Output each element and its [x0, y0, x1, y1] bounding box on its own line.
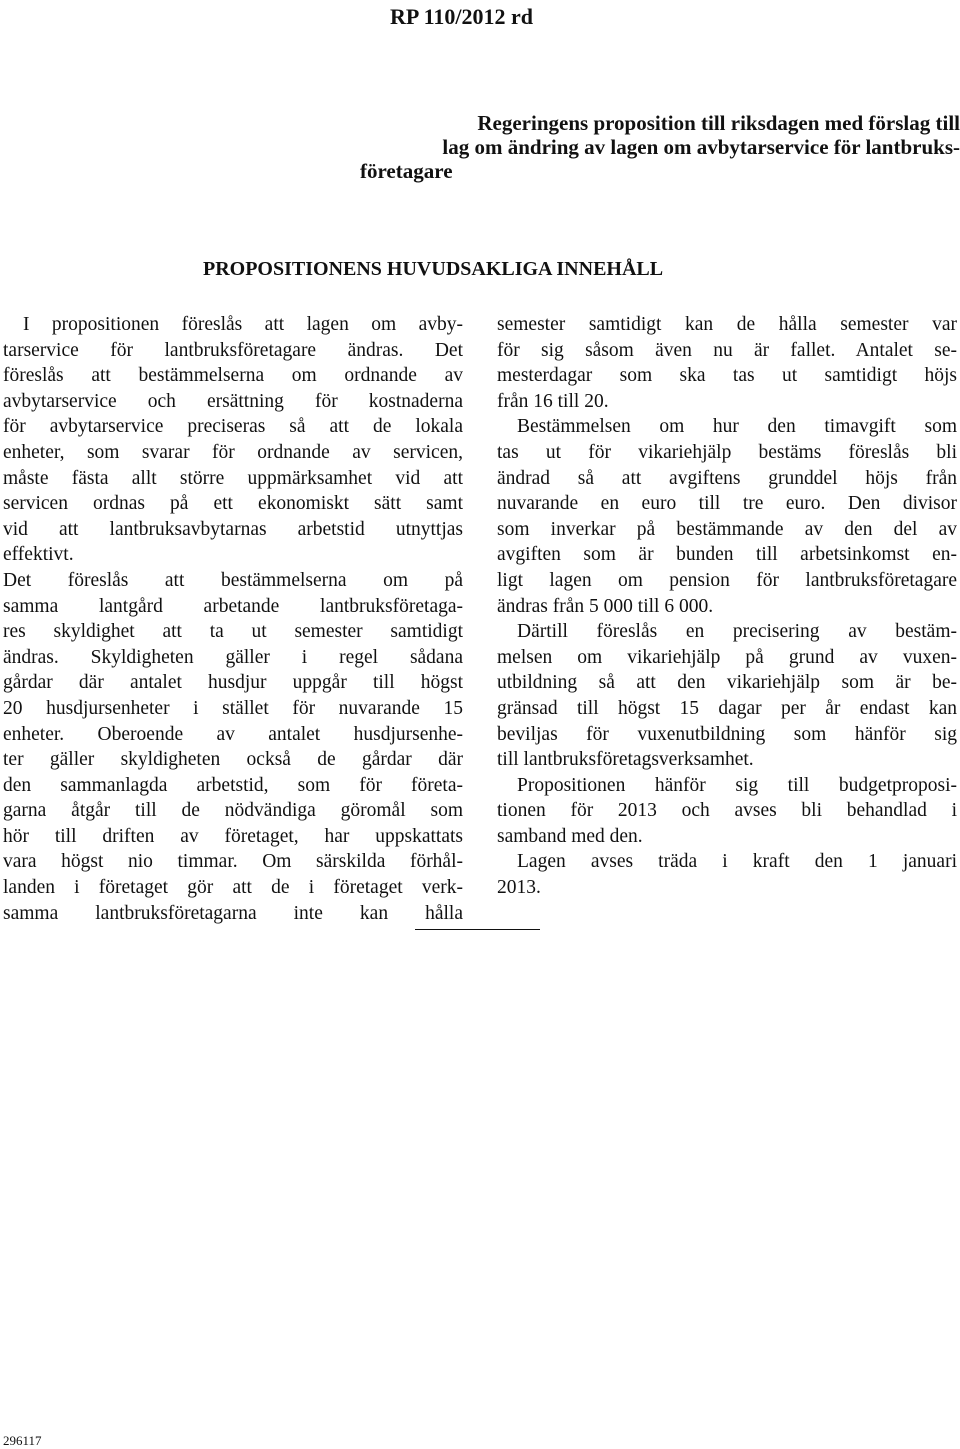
text-line: ändras från 5 000 till 6 000.	[497, 595, 714, 617]
text-line: som inverkar på bestämmande av den del av	[497, 518, 957, 540]
title-line: Regeringens proposition till riksdagen med förslag till	[477, 111, 960, 135]
text-line: Därtill föreslås en precisering av bestäm-	[517, 621, 957, 643]
text-line: avgiften som är bunden till arbetsinkomst en-	[497, 544, 957, 566]
end-rule	[415, 929, 540, 930]
text-line: ändras. Skyldigheten gäller i regel sådana	[3, 646, 463, 668]
title-line: företagare	[360, 159, 453, 183]
text-line: samma lantbruksföretagarna inte kan hålla	[3, 902, 463, 924]
text-line: vid att lantbruksavbytarnas arbetstid utnyttjas	[3, 518, 463, 540]
text-line: beviljas för vuxenutbildning som hänför sig	[497, 723, 957, 745]
text-line: Lagen avses träda i kraft den 1 januari	[517, 851, 957, 873]
text-line: garna åtgår till de nödvändiga göromål som	[3, 800, 463, 822]
text-line: vara högst nio timmar. Om särskilda förhål-	[3, 851, 463, 873]
text-line: enheter. Oberoende av antalet husdjursenhe-	[3, 723, 463, 745]
text-line: samband med den.	[497, 825, 643, 847]
text-line: måste fästa allt större uppmärksamhet vid att	[3, 467, 463, 489]
text-line: semester samtidigt kan de hålla semester var	[497, 314, 957, 335]
text-line: res skyldighet att ta ut semester samtidigt	[3, 621, 463, 643]
text-line: Propositionen hänför sig till budgetproposi-	[517, 774, 957, 796]
page-number: 296117	[3, 1433, 42, 1448]
text-line: mesterdagar som ska tas ut samtidigt höjs	[497, 365, 957, 387]
text-line: hör till driften av företaget, har uppskattats	[3, 825, 463, 847]
text-line: ter gäller skyldigheten också de gårdar där	[3, 749, 463, 771]
right-text-column	[497, 312, 957, 901]
text-line: 2013.	[497, 877, 541, 899]
text-line: till lantbruksföretagsverksamhet.	[497, 749, 754, 771]
text-line: gårdar där antalet husdjur uppgår till högst	[3, 672, 463, 694]
title-line: lag om ändring av lagen om avbytarservice för lantbruks-	[442, 135, 960, 159]
text-line: tarservice för lantbruksföretagare ändras. Det	[3, 339, 463, 361]
text-line: utbildning så att den vikariehjälp som är be-	[497, 672, 957, 694]
text-line: avbytarservice och ersättning för kostnaderna	[3, 390, 463, 412]
text-line: nuvarande en euro till tre euro. Den divisor	[497, 493, 957, 515]
text-line: föreslås att bestämmelserna om ordnande av	[3, 365, 463, 387]
proposition-title	[360, 111, 960, 183]
text-line: för avbytarservice preciseras så att de lokala	[3, 416, 463, 438]
text-line: 20 husdjursenheter i stället för nuvarande 15	[3, 697, 463, 719]
text-line: melsen om vikariehjälp på grund av vuxen-	[497, 646, 957, 668]
text-line: samma lantgård arbetande lantbruksföretaga-	[3, 595, 463, 617]
document-id: RP 110/2012 rd	[390, 4, 534, 29]
text-line: I propositionen föreslås att lagen om avby-	[23, 314, 463, 335]
left-text-column	[3, 312, 463, 926]
text-line: tas ut för vikariehjälp bestäms föreslås bli	[497, 441, 957, 463]
section-heading: PROPOSITIONENS HUVUDSAKLIGA INNEHÅLL	[203, 258, 664, 280]
text-line: den sammanlagda arbetstid, som för företa-	[3, 774, 463, 796]
text-line: från 16 till 20.	[497, 390, 609, 412]
text-line: effektivt.	[3, 544, 74, 566]
text-line: Det föreslås att bestämmelserna om på	[3, 569, 463, 591]
text-line: enheter, som svarar för ordnande av servicen,	[3, 441, 463, 463]
text-line: ändrad så att avgiftens grunddel höjs från	[497, 467, 957, 489]
text-line: gränsad till högst 15 dagar per år endast kan	[497, 697, 957, 719]
text-line: för sig såsom även nu är fallet. Antalet se-	[497, 339, 957, 361]
text-line: tionen för 2013 och avses bli behandlad i	[497, 800, 957, 822]
text-line: servicen ordnas på ett ekonomiskt sätt samt	[3, 493, 463, 515]
text-line: landen i företaget gör att de i företaget verk-	[3, 877, 463, 899]
text-line: Bestämmelsen om hur den timavgift som	[517, 416, 957, 438]
text-line: ligt lagen om pension för lantbruksföretagare	[497, 569, 957, 591]
